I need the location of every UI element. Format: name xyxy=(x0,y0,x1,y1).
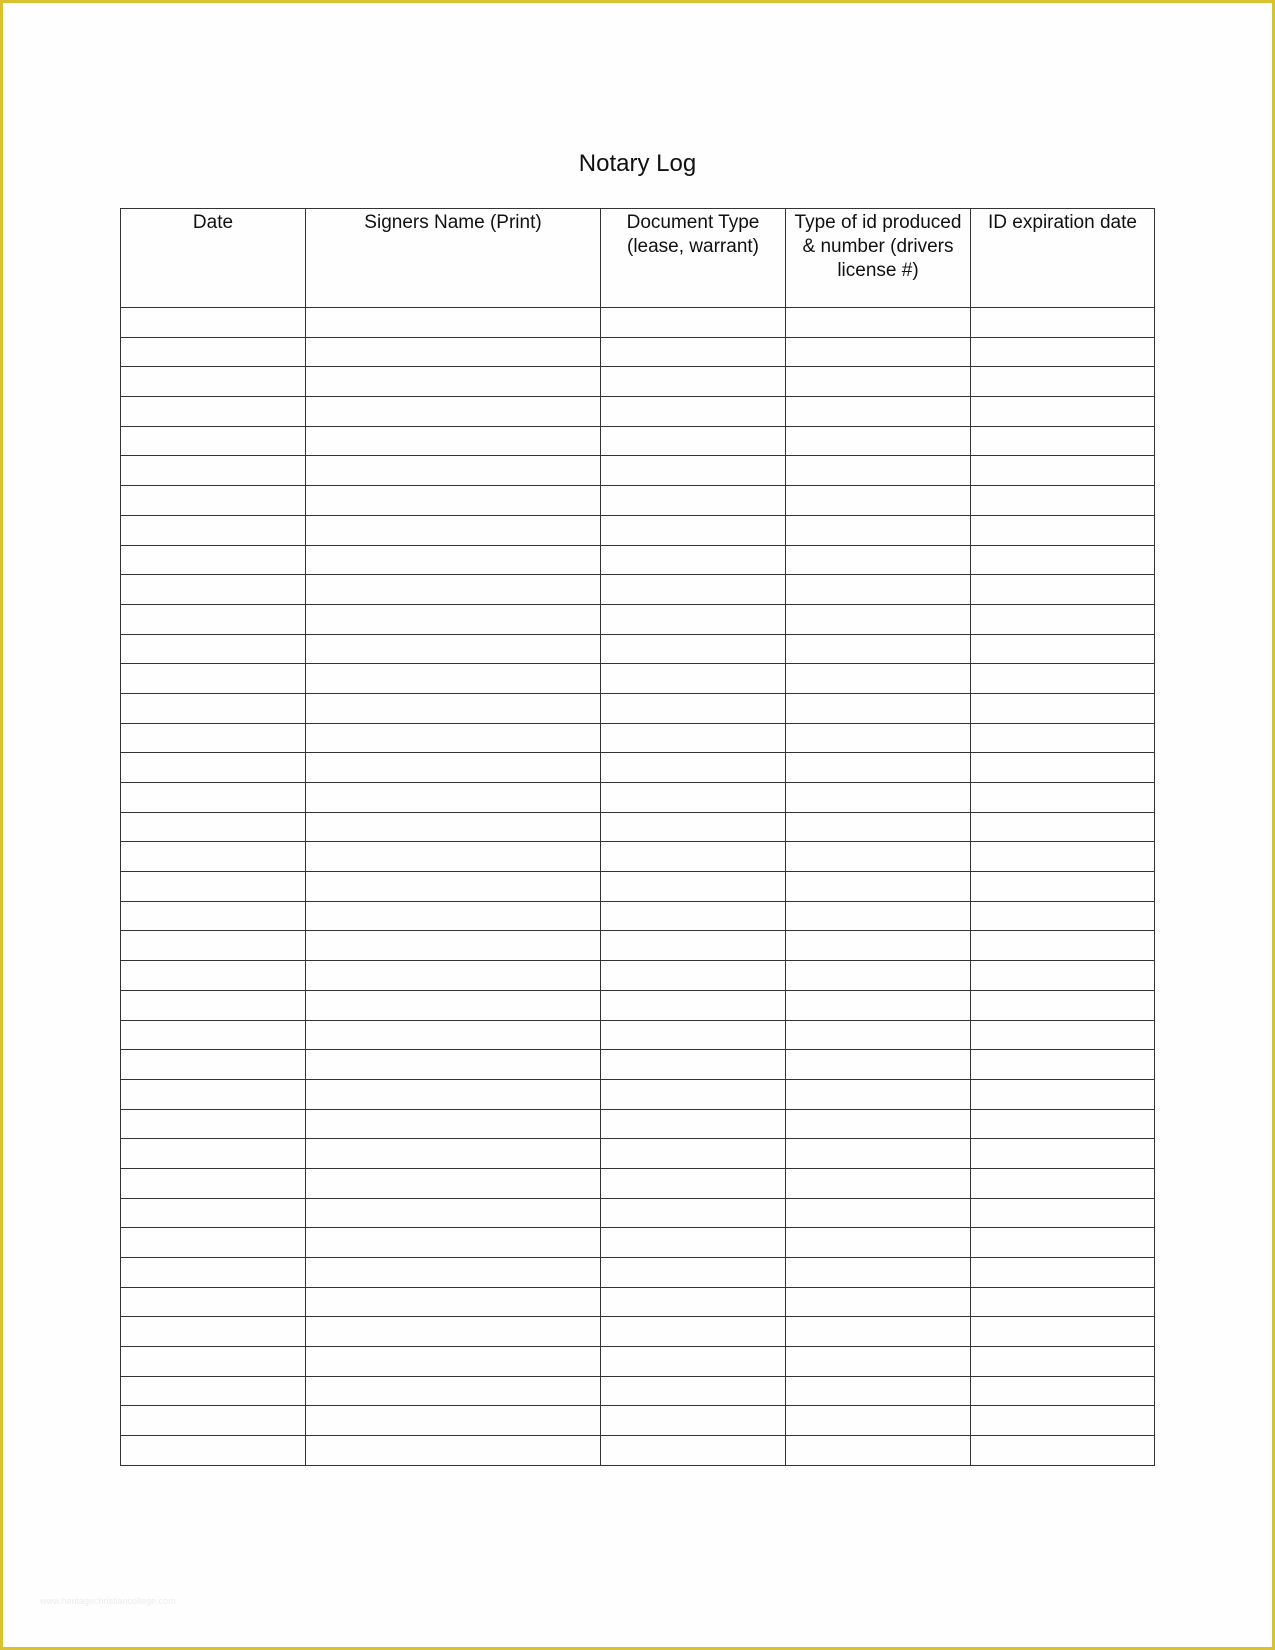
table-row xyxy=(121,1020,1155,1050)
table-row xyxy=(121,1376,1155,1406)
cell-id-type-number[interactable] xyxy=(786,1258,971,1288)
cell-signers-name[interactable] xyxy=(306,1287,601,1317)
cell-document-type[interactable] xyxy=(601,515,786,545)
table-row xyxy=(121,1436,1155,1466)
table-row xyxy=(121,426,1155,456)
cell-document-type[interactable] xyxy=(601,901,786,931)
cell-document-type[interactable] xyxy=(601,1079,786,1109)
cell-date[interactable] xyxy=(121,426,306,456)
table-row xyxy=(121,723,1155,753)
cell-signers-name[interactable] xyxy=(306,1020,601,1050)
table-row xyxy=(121,1168,1155,1198)
cell-signers-name[interactable] xyxy=(306,367,601,397)
cell-id-expiration[interactable] xyxy=(971,397,1155,427)
cell-document-type[interactable] xyxy=(601,367,786,397)
cell-signers-name[interactable] xyxy=(306,1376,601,1406)
cell-signers-name[interactable] xyxy=(306,872,601,902)
cell-signers-name[interactable] xyxy=(306,337,601,367)
table-row xyxy=(121,337,1155,367)
cell-date[interactable] xyxy=(121,723,306,753)
cell-id-type-number[interactable] xyxy=(786,872,971,902)
cell-document-type[interactable] xyxy=(601,961,786,991)
cell-id-expiration[interactable] xyxy=(971,337,1155,367)
cell-signers-name[interactable] xyxy=(306,545,601,575)
cell-date[interactable] xyxy=(121,664,306,694)
table-row xyxy=(121,634,1155,664)
cell-document-type[interactable] xyxy=(601,931,786,961)
cell-document-type[interactable] xyxy=(601,308,786,338)
cell-signers-name[interactable] xyxy=(306,1317,601,1347)
cell-id-expiration[interactable] xyxy=(971,1228,1155,1258)
table-row xyxy=(121,693,1155,723)
table-row xyxy=(121,1139,1155,1169)
cell-id-type-number[interactable] xyxy=(786,693,971,723)
cell-signers-name[interactable] xyxy=(306,486,601,516)
cell-id-expiration[interactable] xyxy=(971,545,1155,575)
column-header-id-expiration: ID expiration date xyxy=(971,209,1155,308)
cell-date[interactable] xyxy=(121,1050,306,1080)
cell-date[interactable] xyxy=(121,634,306,664)
cell-signers-name[interactable] xyxy=(306,1228,601,1258)
cell-date[interactable] xyxy=(121,397,306,427)
cell-date[interactable] xyxy=(121,1020,306,1050)
cell-signers-name[interactable] xyxy=(306,1406,601,1436)
cell-date[interactable] xyxy=(121,693,306,723)
page-title: Notary Log xyxy=(578,150,697,177)
column-header-date: Date xyxy=(121,209,306,308)
cell-id-expiration[interactable] xyxy=(971,1198,1155,1228)
cell-document-type[interactable] xyxy=(601,1020,786,1050)
cell-id-type-number[interactable] xyxy=(786,308,971,338)
cell-id-expiration[interactable] xyxy=(971,1287,1155,1317)
cell-id-expiration[interactable] xyxy=(971,812,1155,842)
cell-document-type[interactable] xyxy=(601,1050,786,1080)
cell-document-type[interactable] xyxy=(601,1168,786,1198)
cell-id-expiration[interactable] xyxy=(971,1406,1155,1436)
cell-document-type[interactable] xyxy=(601,1317,786,1347)
cell-id-expiration[interactable] xyxy=(971,367,1155,397)
cell-date[interactable] xyxy=(121,1376,306,1406)
cell-document-type[interactable] xyxy=(601,1109,786,1139)
cell-date[interactable] xyxy=(121,1317,306,1347)
cell-document-type[interactable] xyxy=(601,1347,786,1377)
cell-document-type[interactable] xyxy=(601,872,786,902)
cell-signers-name[interactable] xyxy=(306,426,601,456)
cell-document-type[interactable] xyxy=(601,604,786,634)
cell-signers-name[interactable] xyxy=(306,397,601,427)
table-row xyxy=(121,842,1155,872)
cell-id-type-number[interactable] xyxy=(786,604,971,634)
cell-id-type-number[interactable] xyxy=(786,1228,971,1258)
cell-date[interactable] xyxy=(121,575,306,605)
cell-id-expiration[interactable] xyxy=(971,961,1155,991)
cell-signers-name[interactable] xyxy=(306,961,601,991)
cell-signers-name[interactable] xyxy=(306,456,601,486)
cell-id-type-number[interactable] xyxy=(786,545,971,575)
cell-id-expiration[interactable] xyxy=(971,1347,1155,1377)
cell-signers-name[interactable] xyxy=(306,842,601,872)
cell-signers-name[interactable] xyxy=(306,664,601,694)
cell-id-type-number[interactable] xyxy=(786,634,971,664)
cell-id-type-number[interactable] xyxy=(786,1168,971,1198)
cell-document-type[interactable] xyxy=(601,1287,786,1317)
cell-id-type-number[interactable] xyxy=(786,575,971,605)
cell-id-expiration[interactable] xyxy=(971,664,1155,694)
cell-date[interactable] xyxy=(121,1139,306,1169)
cell-id-expiration[interactable] xyxy=(971,990,1155,1020)
cell-signers-name[interactable] xyxy=(306,990,601,1020)
cell-document-type[interactable] xyxy=(601,545,786,575)
cell-document-type[interactable] xyxy=(601,1198,786,1228)
cell-document-type[interactable] xyxy=(601,753,786,783)
cell-date[interactable] xyxy=(121,783,306,813)
cell-id-type-number[interactable] xyxy=(786,1376,971,1406)
table-row xyxy=(121,397,1155,427)
cell-id-expiration[interactable] xyxy=(971,753,1155,783)
cell-id-type-number[interactable] xyxy=(786,901,971,931)
cell-id-type-number[interactable] xyxy=(786,1436,971,1466)
cell-date[interactable] xyxy=(121,515,306,545)
cell-document-type[interactable] xyxy=(601,1436,786,1466)
cell-id-type-number[interactable] xyxy=(786,931,971,961)
table-row xyxy=(121,1050,1155,1080)
cell-id-expiration[interactable] xyxy=(971,634,1155,664)
table-row xyxy=(121,664,1155,694)
cell-id-expiration[interactable] xyxy=(971,931,1155,961)
cell-document-type[interactable] xyxy=(601,1376,786,1406)
cell-date[interactable] xyxy=(121,872,306,902)
cell-id-type-number[interactable] xyxy=(786,753,971,783)
cell-id-expiration[interactable] xyxy=(971,604,1155,634)
table-row xyxy=(121,367,1155,397)
cell-id-expiration[interactable] xyxy=(971,723,1155,753)
cell-signers-name[interactable] xyxy=(306,308,601,338)
cell-id-type-number[interactable] xyxy=(786,961,971,991)
cell-signers-name[interactable] xyxy=(306,901,601,931)
cell-id-type-number[interactable] xyxy=(786,842,971,872)
cell-id-type-number[interactable] xyxy=(786,1406,971,1436)
cell-id-type-number[interactable] xyxy=(786,515,971,545)
table-row xyxy=(121,1228,1155,1258)
table-row xyxy=(121,1347,1155,1377)
table-row xyxy=(121,545,1155,575)
cell-id-type-number[interactable] xyxy=(786,337,971,367)
cell-signers-name[interactable] xyxy=(306,604,601,634)
cell-signers-name[interactable] xyxy=(306,783,601,813)
cell-id-type-number[interactable] xyxy=(786,426,971,456)
cell-signers-name[interactable] xyxy=(306,1050,601,1080)
table-row xyxy=(121,931,1155,961)
table-row xyxy=(121,1287,1155,1317)
cell-date[interactable] xyxy=(121,456,306,486)
table-row xyxy=(121,1079,1155,1109)
cell-signers-name[interactable] xyxy=(306,1258,601,1288)
cell-document-type[interactable] xyxy=(601,664,786,694)
cell-document-type[interactable] xyxy=(601,486,786,516)
cell-id-expiration[interactable] xyxy=(971,693,1155,723)
cell-id-expiration[interactable] xyxy=(971,783,1155,813)
cell-signers-name[interactable] xyxy=(306,575,601,605)
cell-date[interactable] xyxy=(121,753,306,783)
cell-id-type-number[interactable] xyxy=(786,397,971,427)
cell-date[interactable] xyxy=(121,1168,306,1198)
log-body xyxy=(121,308,1155,1466)
cell-id-expiration[interactable] xyxy=(971,515,1155,545)
cell-id-expiration[interactable] xyxy=(971,308,1155,338)
table-row xyxy=(121,575,1155,605)
cell-id-type-number[interactable] xyxy=(786,1050,971,1080)
table-row xyxy=(121,753,1155,783)
table-row xyxy=(121,1198,1155,1228)
cell-id-type-number[interactable] xyxy=(786,1347,971,1377)
watermark: www.heritagechristiancollege.com xyxy=(40,1596,176,1606)
cell-date[interactable] xyxy=(121,961,306,991)
cell-signers-name[interactable] xyxy=(306,723,601,753)
cell-date[interactable] xyxy=(121,1436,306,1466)
cell-signers-name[interactable] xyxy=(306,753,601,783)
cell-date[interactable] xyxy=(121,604,306,634)
cell-signers-name[interactable] xyxy=(306,515,601,545)
table-row xyxy=(121,515,1155,545)
cell-id-expiration[interactable] xyxy=(971,1109,1155,1139)
cell-id-type-number[interactable] xyxy=(786,367,971,397)
cell-id-type-number[interactable] xyxy=(786,1317,971,1347)
cell-date[interactable] xyxy=(121,1406,306,1436)
cell-document-type[interactable] xyxy=(601,1139,786,1169)
cell-signers-name[interactable] xyxy=(306,1168,601,1198)
cell-id-expiration[interactable] xyxy=(971,1258,1155,1288)
cell-document-type[interactable] xyxy=(601,812,786,842)
cell-signers-name[interactable] xyxy=(306,1139,601,1169)
cell-signers-name[interactable] xyxy=(306,812,601,842)
cell-date[interactable] xyxy=(121,367,306,397)
cell-signers-name[interactable] xyxy=(306,1347,601,1377)
cell-document-type[interactable] xyxy=(601,723,786,753)
cell-document-type[interactable] xyxy=(601,783,786,813)
cell-document-type[interactable] xyxy=(601,990,786,1020)
cell-signers-name[interactable] xyxy=(306,1109,601,1139)
cell-document-type[interactable] xyxy=(601,634,786,664)
cell-id-type-number[interactable] xyxy=(786,1287,971,1317)
cell-id-expiration[interactable] xyxy=(971,1050,1155,1080)
cell-date[interactable] xyxy=(121,812,306,842)
cell-date[interactable] xyxy=(121,901,306,931)
cell-id-expiration[interactable] xyxy=(971,426,1155,456)
cell-id-type-number[interactable] xyxy=(786,723,971,753)
cell-id-expiration[interactable] xyxy=(971,842,1155,872)
table-row xyxy=(121,1109,1155,1139)
cell-date[interactable] xyxy=(121,1198,306,1228)
cell-document-type[interactable] xyxy=(601,426,786,456)
cell-signers-name[interactable] xyxy=(306,931,601,961)
cell-date[interactable] xyxy=(121,1228,306,1258)
cell-date[interactable] xyxy=(121,1287,306,1317)
cell-id-expiration[interactable] xyxy=(971,486,1155,516)
column-header-document-type: Document Type (lease, warrant) xyxy=(601,209,786,308)
cell-id-expiration[interactable] xyxy=(971,1079,1155,1109)
table-row xyxy=(121,1317,1155,1347)
cell-id-type-number[interactable] xyxy=(786,1198,971,1228)
cell-id-expiration[interactable] xyxy=(971,456,1155,486)
cell-id-expiration[interactable] xyxy=(971,872,1155,902)
table-row xyxy=(121,1406,1155,1436)
cell-document-type[interactable] xyxy=(601,1228,786,1258)
cell-date[interactable] xyxy=(121,337,306,367)
cell-document-type[interactable] xyxy=(601,1406,786,1436)
cell-document-type[interactable] xyxy=(601,456,786,486)
cell-id-expiration[interactable] xyxy=(971,575,1155,605)
cell-date[interactable] xyxy=(121,842,306,872)
cell-id-expiration[interactable] xyxy=(971,1317,1155,1347)
cell-id-expiration[interactable] xyxy=(971,1436,1155,1466)
cell-date[interactable] xyxy=(121,308,306,338)
column-header-id-type-number: Type of id produced & number (drivers license #) xyxy=(786,209,971,308)
cell-date[interactable] xyxy=(121,1079,306,1109)
table-row xyxy=(121,872,1155,902)
cell-signers-name[interactable] xyxy=(306,1079,601,1109)
cell-document-type[interactable] xyxy=(601,397,786,427)
cell-id-type-number[interactable] xyxy=(786,486,971,516)
cell-id-type-number[interactable] xyxy=(786,812,971,842)
cell-document-type[interactable] xyxy=(601,842,786,872)
cell-id-type-number[interactable] xyxy=(786,664,971,694)
cell-id-type-number[interactable] xyxy=(786,783,971,813)
cell-document-type[interactable] xyxy=(601,337,786,367)
table-row xyxy=(121,456,1155,486)
cell-signers-name[interactable] xyxy=(306,693,601,723)
cell-id-type-number[interactable] xyxy=(786,1139,971,1169)
table-row xyxy=(121,1258,1155,1288)
cell-id-expiration[interactable] xyxy=(971,1020,1155,1050)
cell-document-type[interactable] xyxy=(601,575,786,605)
cell-id-type-number[interactable] xyxy=(786,1109,971,1139)
cell-date[interactable] xyxy=(121,545,306,575)
table-row xyxy=(121,961,1155,991)
cell-id-expiration[interactable] xyxy=(971,1139,1155,1169)
table-row xyxy=(121,812,1155,842)
table-row xyxy=(121,308,1155,338)
cell-id-expiration[interactable] xyxy=(971,1376,1155,1406)
cell-id-type-number[interactable] xyxy=(786,990,971,1020)
table-row xyxy=(121,783,1155,813)
cell-id-type-number[interactable] xyxy=(786,1020,971,1050)
cell-signers-name[interactable] xyxy=(306,634,601,664)
cell-document-type[interactable] xyxy=(601,693,786,723)
table-row xyxy=(121,901,1155,931)
cell-id-expiration[interactable] xyxy=(971,901,1155,931)
cell-date[interactable] xyxy=(121,486,306,516)
cell-date[interactable] xyxy=(121,990,306,1020)
cell-date[interactable] xyxy=(121,1109,306,1139)
cell-document-type[interactable] xyxy=(601,1258,786,1288)
cell-date[interactable] xyxy=(121,931,306,961)
column-header-signers-name: Signers Name (Print) xyxy=(306,209,601,308)
notary-log-table xyxy=(120,208,1155,1466)
cell-signers-name[interactable] xyxy=(306,1436,601,1466)
cell-id-type-number[interactable] xyxy=(786,456,971,486)
cell-id-type-number[interactable] xyxy=(786,1079,971,1109)
cell-date[interactable] xyxy=(121,1347,306,1377)
table-row xyxy=(121,604,1155,634)
header-row xyxy=(121,209,1155,308)
cell-id-expiration[interactable] xyxy=(971,1168,1155,1198)
cell-date[interactable] xyxy=(121,1258,306,1288)
cell-signers-name[interactable] xyxy=(306,1198,601,1228)
table-row xyxy=(121,486,1155,516)
table-row xyxy=(121,990,1155,1020)
